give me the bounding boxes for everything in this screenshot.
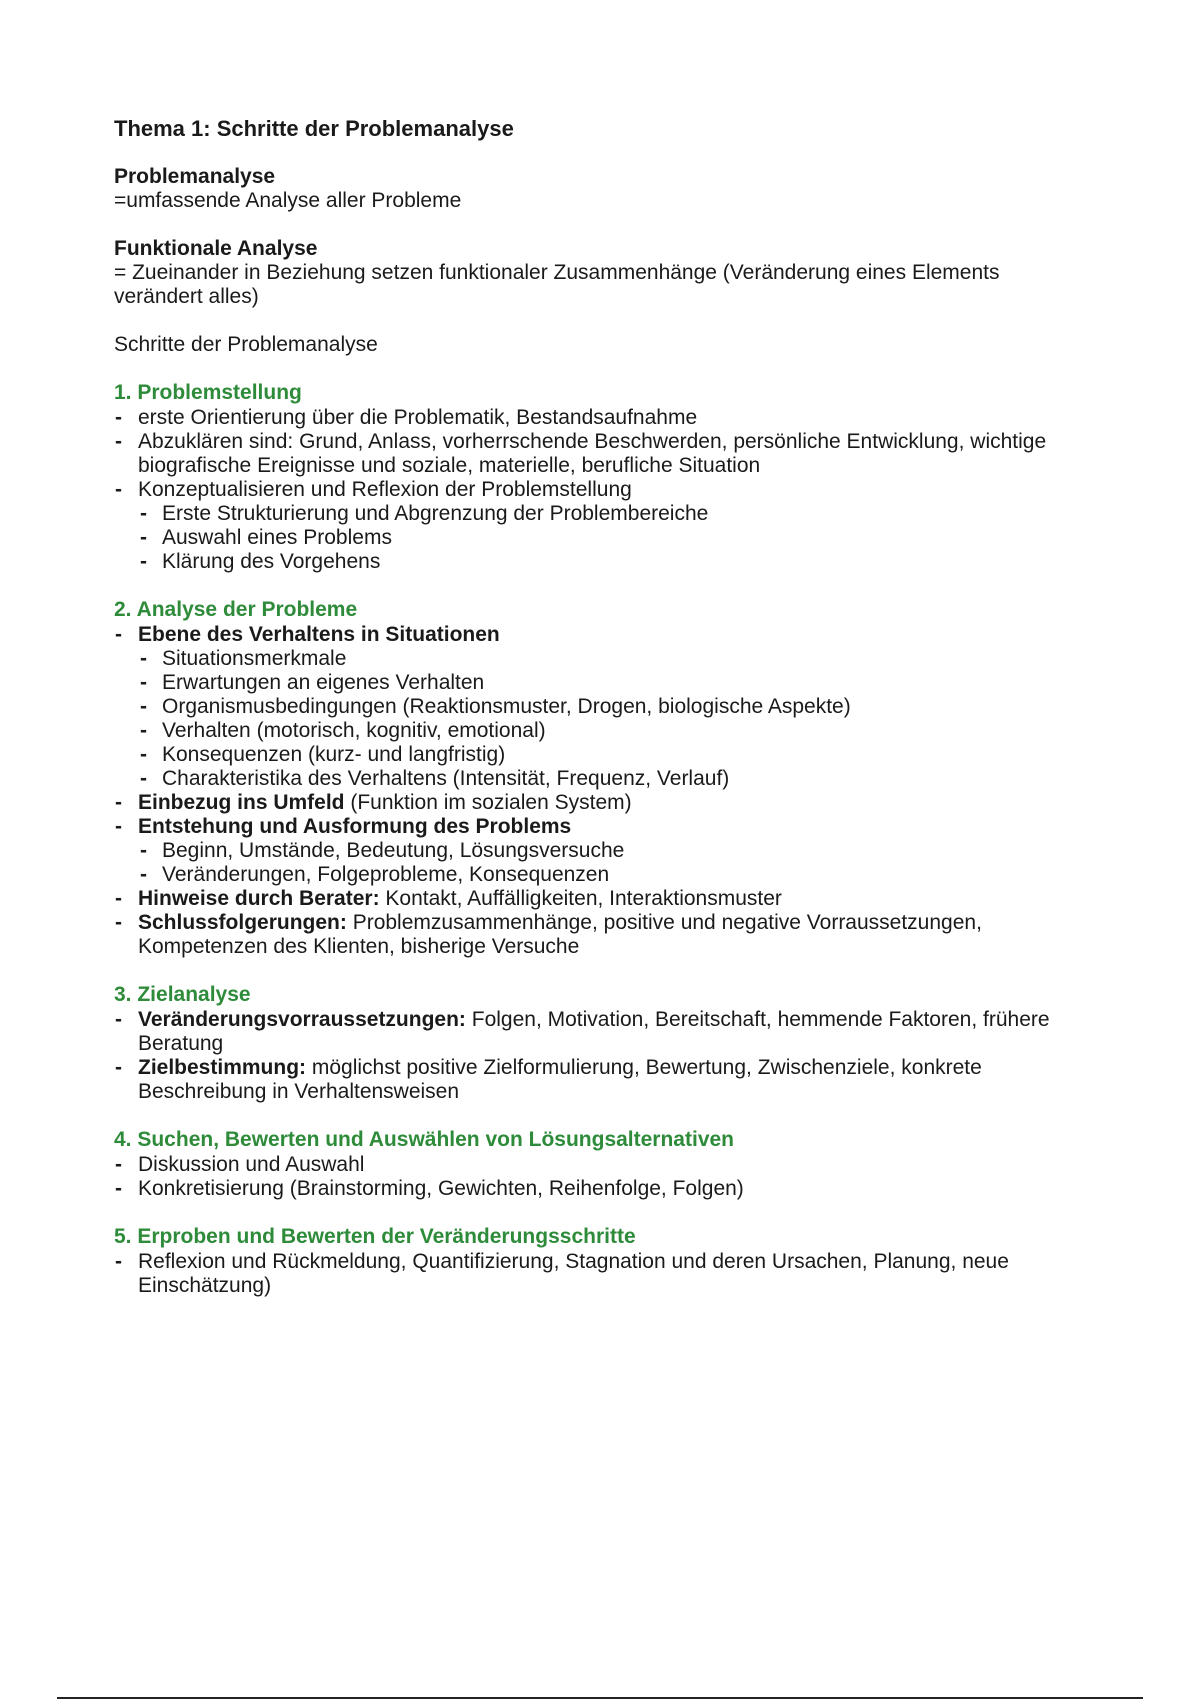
steps-heading: Schritte der Problemanalyse	[114, 333, 378, 356]
sub-list-item: - Klärung des Vorgehens	[114, 550, 1074, 574]
section-title: 4. Suchen, Bewerten und Auswählen von Lösungsalternativen	[114, 1128, 735, 1151]
sub-list-item: - Situationsmerkmale	[114, 647, 1074, 671]
list-item	[114, 623, 1074, 647]
list-item: - erste Orientierung über die Problematik, Bestandsaufnahme	[114, 406, 1074, 430]
section-title: 1. Problemstellung	[114, 381, 302, 404]
definition-funktionale-analyse	[114, 237, 1074, 309]
sub-list-item: - Verhalten (motorisch, kognitiv, emotional)	[114, 719, 1074, 743]
list-item: - Reflexion und Rückmeldung, Quantifizierung, Stagnation und deren Ursachen, Planung, neue Einschätzung)	[114, 1250, 1074, 1298]
list-item-bold: Hinweise durch Berater:	[138, 887, 380, 910]
list-item-bold: Schlussfolgerungen:	[138, 911, 347, 934]
list-item	[114, 1008, 1074, 1056]
list-item-text: (Funktion im sozialen System)	[344, 791, 632, 814]
list-item-text: möglichst positive Zielformulierung, Bewertung, Zwischenziele, konkrete Beschreibung in Verhaltensweisen	[138, 1056, 982, 1103]
document-page	[114, 115, 1074, 1322]
list-item	[114, 791, 1074, 815]
sub-list-item: - Erste Strukturierung und Abgrenzung der Problembereiche	[114, 502, 1074, 526]
definition-term: Funktionale Analyse	[114, 237, 318, 260]
list-item: - Abzuklären sind: Grund, Anlass, vorherrschende Beschwerden, persönliche Entwicklung, wichtige biografische Ereignisse und soziale, materielle, berufliche Situation	[114, 430, 1074, 478]
list-item	[114, 887, 1074, 911]
section-title: 5. Erproben und Bewerten der Veränderungsschritte	[114, 1225, 636, 1248]
definition-term: Problemanalyse	[114, 165, 276, 188]
list-item-bold: Ebene des Verhaltens in Situationen	[138, 623, 500, 646]
section-loesungsalternativen	[114, 1128, 1074, 1201]
list-item-bold: Einbezug ins Umfeld	[138, 791, 345, 814]
sub-list-item: - Erwartungen an eigenes Verhalten	[114, 671, 1074, 695]
list-item	[114, 1056, 1074, 1104]
page-bottom-rule	[57, 1697, 1143, 1699]
section-veraenderungsschritte	[114, 1225, 1074, 1298]
section-analyse	[114, 598, 1074, 959]
sub-list-item: - Organismusbedingungen (Reaktionsmuster, Drogen, biologische Aspekte)	[114, 695, 1074, 719]
sub-list-item: - Charakteristika des Verhaltens (Intensität, Frequenz, Verlauf)	[114, 767, 1074, 791]
list-item	[114, 911, 1074, 959]
list-item-bold: Veränderungsvorraussetzungen:	[138, 1008, 466, 1031]
definition-text: = Zueinander in Beziehung setzen funktionaler Zusammenhänge (Veränderung eines Elements verändert alles)	[114, 261, 1000, 308]
page-title: Thema 1: Schritte der Problemanalyse	[114, 116, 514, 141]
list-item-text: Problemzusammenhänge, positive und negative Vorraussetzungen, Kompetenzen des Klienten, bisherige Versuche	[138, 911, 982, 958]
sub-list-item: - Konsequenzen (kurz- und langfristig)	[114, 743, 1074, 767]
sub-list-item: - Veränderungen, Folgeprobleme, Konsequenzen	[114, 863, 1074, 887]
list-item: - Konkretisierung (Brainstorming, Gewichten, Reihenfolge, Folgen)	[114, 1177, 1074, 1201]
list-item: - Diskussion und Auswahl	[114, 1153, 1074, 1177]
definition-text: =umfassende Analyse aller Probleme	[114, 189, 462, 212]
list-item-text: Kontakt, Auffälligkeiten, Interaktionsmuster	[379, 887, 782, 910]
list-item-bold: Entstehung und Ausformung des Problems	[138, 815, 572, 838]
section-title: 2. Analyse der Probleme	[114, 598, 358, 621]
section-zielanalyse	[114, 983, 1074, 1104]
sub-list-item: - Auswahl eines Problems	[114, 526, 1074, 550]
section-title: 3. Zielanalyse	[114, 983, 251, 1006]
section-problemstellung	[114, 381, 1074, 574]
sub-list-item: - Beginn, Umstände, Bedeutung, Lösungsversuche	[114, 839, 1074, 863]
list-item	[114, 815, 1074, 839]
definition-problemanalyse	[114, 165, 1074, 213]
list-item-text: Folgen, Motivation, Bereitschaft, hemmende Faktoren, frühere Beratung	[138, 1008, 1050, 1055]
list-item: - Konzeptualisieren und Reflexion der Problemstellung	[114, 478, 1074, 502]
list-item-bold: Zielbestimmung:	[138, 1056, 307, 1079]
